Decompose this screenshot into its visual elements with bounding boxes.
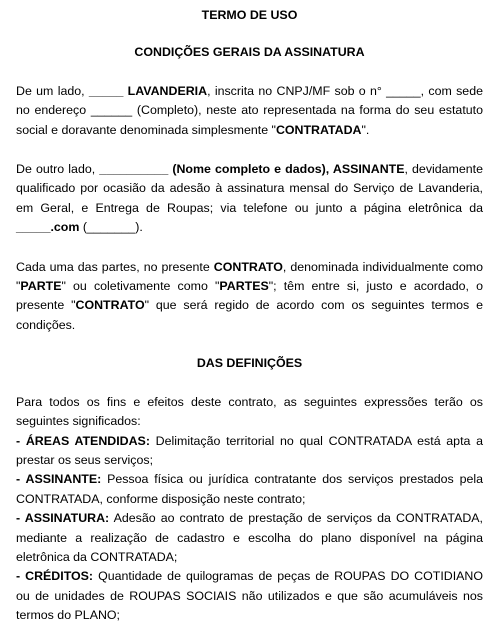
definition-term: - ASSINATURA: [16,511,110,526]
definition-text: Pessoa física ou jurídica contratante dos serviços prestados pela CONTRATADA, conforme disposição neste contrato; [16,472,483,506]
definition-item [16,432,483,471]
p1-text-a: De um lado, [16,83,85,98]
definition-text: Quantidade de quilogramas de peças de ROUPAS DO COTIDIANO ou de unidades de ROUPAS SOCIAIS não utilizados e que são acumuláveis nos termos do PLANO; [16,569,484,623]
definition-term: - CRÉDITOS: [16,569,94,584]
p3-parte-term: PARTE [20,279,62,294]
definition-item [16,470,483,509]
p2-website: _____.com [16,220,80,235]
paragraph-contracted-party [16,82,483,140]
p2-subscriber-name: __________ (Nome completo e dados), ASSINANTE [99,162,405,177]
p3-text-a: Cada uma das partes, no presente [16,259,210,274]
document-title: TERMO DE USO [201,8,298,22]
p1-text-e: ". [361,122,370,137]
p3-contrato-term: CONTRATO [213,259,283,274]
definitions-list [16,432,483,626]
definition-term: - ASSINANTE: [16,472,102,487]
p3-text-c: , denominada individualmente como " [16,259,484,294]
paragraph-subscriber-party [16,160,483,238]
definition-text: Delimitação territorial no qual CONTRATADA está apta a prestar os seus serviços; [16,433,484,467]
document-body [16,0,483,626]
p1-company-name: _____ LAVANDERIA [88,83,208,98]
p1-contratada-term: CONTRATADA [275,122,362,137]
definition-text: Adesão ao contrato de prestação de serviços da CONTRATADA, mediante a realização de cadastro e escolha do plano disponível na página eletrônica da CONTRATADA; [16,511,483,564]
p2-text-c: , devidamente qualificado por ocasião da adesão à assinatura mensal do Serviço de Lavanderia, em Geral, e Entrega de Roupas; via telefone ou junto a página eletrônica da [16,162,483,215]
p2-text-a: De outro lado, [16,162,96,177]
p1-text-c: , inscrita no CNPJ/MF sob o n° _____, com sede no endereço ______ (Completo), neste ato representada na forma do seu estatuto social e doravante denominada simplesmente " [16,83,483,137]
p3-partes-term: PARTES [219,279,269,294]
p3-text-g: "; têm entre si, justo e acordado, o presente " [16,279,483,313]
p3-text-e: " ou coletivamente como " [61,279,220,294]
paragraph-parties [16,258,483,336]
paragraph-definitions-intro: Para todos os fins e efeitos deste contrato, as seguintes expressões terão os seguintes significados: [16,394,483,429]
definition-term: - ÁREAS ATENDIDAS: [16,433,150,448]
definition-item [16,509,483,567]
p3-contrato-term-2: CONTRATO [75,298,145,313]
section-title-definitions: DAS DEFINIÇÕES [196,356,303,371]
section-title-general-conditions: CONDIÇÕES GERAIS DA ASSINATURA [134,45,365,60]
p3-text-i: " que será regido de acordo com os seguintes termos e condições. [16,298,484,332]
p2-text-e: (_______). [82,220,143,235]
definition-item [16,567,483,625]
